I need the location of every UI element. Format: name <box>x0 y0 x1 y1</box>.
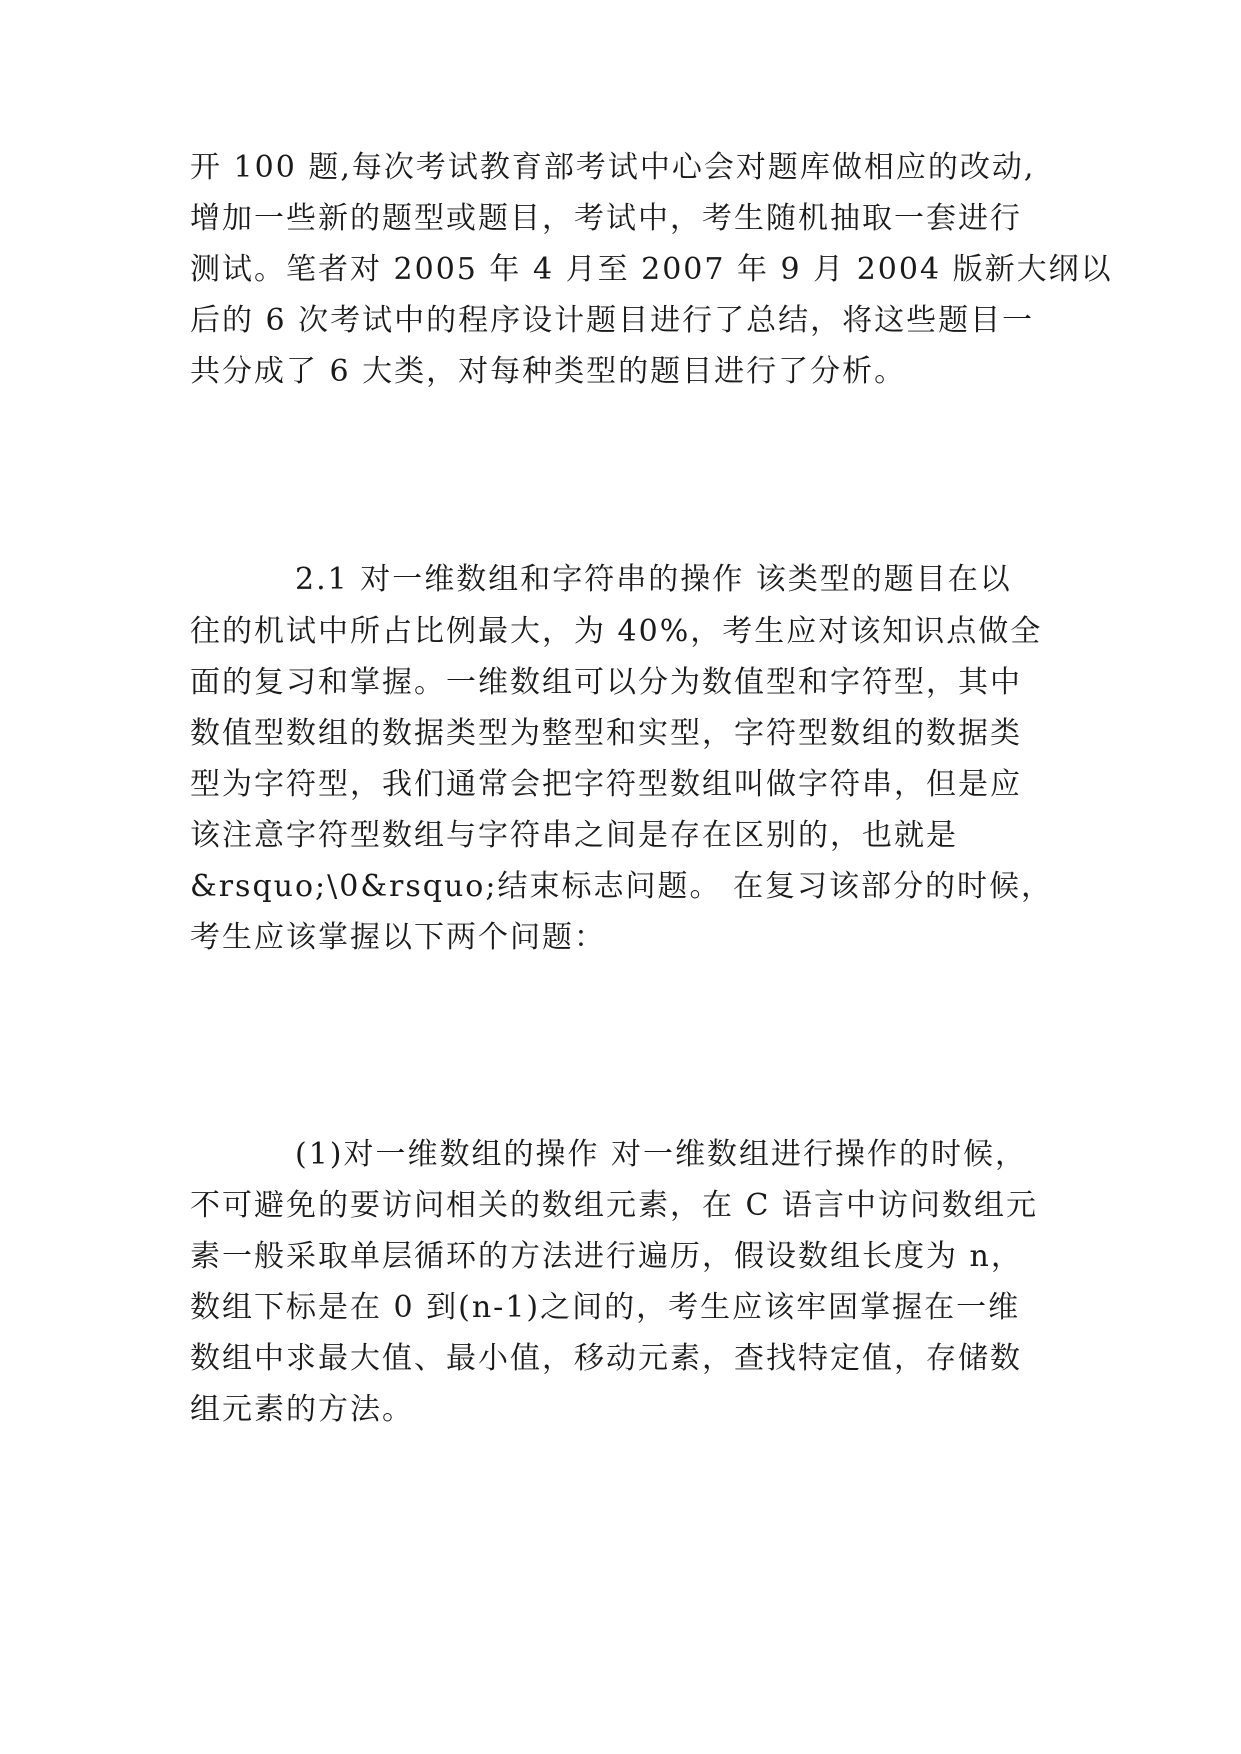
paragraph-3-line-5: 数组中求最大值、最小值，移动元素，查找特定值，存储数 <box>190 1341 1022 1376</box>
paragraph-1-line-2: 增加一些新的题型或题目，考试中，考生随机抽取一套进行 <box>190 201 1022 236</box>
paragraph-1-line-3: 测试。笔者对 2005 年 4 月至 2007 年 9 月 2004 版新大纲以 <box>190 252 1113 287</box>
paragraph-3-line-6: 组元素的方法。 <box>190 1392 414 1427</box>
paragraph-2-line-3: 面的复习和掌握。一维数组可以分为数值型和字符型，其中 <box>190 665 1022 700</box>
paragraph-2-line-4: 数值型数组的数据类型为整型和实型，字符型数组的数据类 <box>190 716 1022 751</box>
paragraph-2-line-5: 型为字符型，我们通常会把字符型数组叫做字符串，但是应 <box>190 767 1022 802</box>
paragraph-3-line-4: 数组下标是在 0 到(n-1)之间的，考生应该牢固掌握在一维 <box>190 1290 1021 1325</box>
paragraph-3-line-1: (1)对一维数组的操作 对一维数组进行操作的时候， <box>295 1137 1028 1172</box>
paragraph-2-line-6: 该注意字符型数组与字符串之间是存在区别的，也就是 <box>190 818 958 853</box>
paragraph-2-line-2: 往的机试中所占比例最大，为 40%，考生应对该知识点做全 <box>190 614 1043 649</box>
paragraph-2-line-1: 2.1 对一维数组和字符串的操作 该类型的题目在以 <box>295 562 1012 597</box>
paragraph-1-line-5: 共分成了 6 大类，对每种类型的题目进行了分析。 <box>190 354 907 389</box>
paragraph-2-line-8: 考生应该掌握以下两个问题： <box>190 920 606 955</box>
paragraph-3-line-3: 素一般采取单层循环的方法进行遍历，假设数组长度为 n， <box>190 1239 1023 1274</box>
paragraph-1-line-1: 开 100 题,每次考试教育部考试中心会对题库做相应的改动, <box>190 150 1036 185</box>
paragraph-1-line-4: 后的 6 次考试中的程序设计题目进行了总结，将这些题目一 <box>190 303 1035 338</box>
paragraph-3-line-2: 不可避免的要访问相关的数组元素，在 C 语言中访问数组元 <box>190 1188 1039 1223</box>
paragraph-2-line-7: &rsquo;\0&rsquo;结束标志问题。 在复习该部分的时候， <box>190 869 1053 904</box>
